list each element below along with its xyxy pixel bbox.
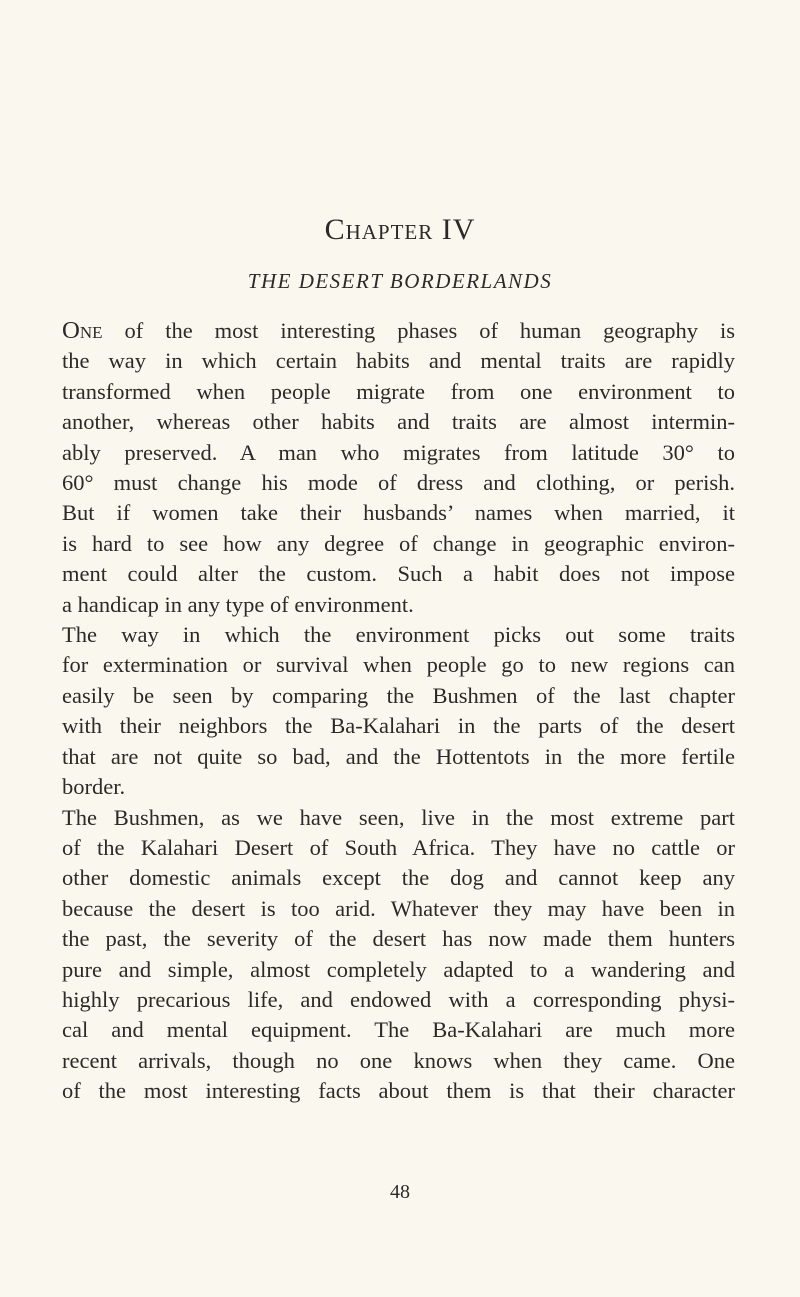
text-line: One of the most interesting phases of human geography is <box>62 317 735 344</box>
paragraph-2 <box>62 620 735 802</box>
text-line: is hard to see how any degree of change in geographic environ- <box>62 530 735 556</box>
text-line: with their neighbors the Ba-Kalahari in the parts of the desert <box>62 713 735 739</box>
text-line: pure and simple, almost completely adapted to a wandering and <box>62 956 735 982</box>
text-line: The way in which the environment picks out some traits <box>62 622 735 648</box>
text-line: ment could alter the custom. Such a habit does not impose <box>62 561 735 587</box>
text-line: that are not quite so bad, and the Hottentots in the more fertile <box>62 743 735 769</box>
text-line: of the Kalahari Desert of South Africa. They have no cattle or <box>62 834 735 860</box>
text-line: cal and mental equipment. The Ba-Kalahari are much more <box>62 1017 735 1043</box>
page-number: 48 <box>390 1181 410 1203</box>
chapter-subtitle: THE DESERT BORDERLANDS <box>247 269 553 293</box>
text-line: for extermination or survival when people go to new regions can <box>62 652 735 678</box>
body-text <box>62 316 735 1107</box>
text-line: transformed when people migrate from one environment to <box>62 378 735 404</box>
paragraph-3 <box>62 803 735 1107</box>
text-line: ably preserved. A man who migrates from latitude 30° to <box>62 439 735 465</box>
text-line: of the most interesting facts about them is that their character <box>62 1078 735 1104</box>
chapter-heading: Chapter IV <box>324 213 476 246</box>
text-line: border. <box>62 774 126 800</box>
text-line: the way in which certain habits and mental traits are rapidly <box>62 348 735 374</box>
text-line: The Bushmen, as we have seen, live in the most extreme part <box>62 804 735 830</box>
text-line: a handicap in any type of environment. <box>62 591 414 617</box>
text-line: because the desert is too arid. Whatever they may have been in <box>62 895 735 921</box>
text-line: other domestic animals except the dog and cannot keep any <box>62 865 735 891</box>
lead-word: One <box>62 317 103 344</box>
text-line: easily be seen by comparing the Bushmen of the last chapter <box>62 682 735 708</box>
text-line: But if women take their husbands’ names when married, it <box>62 500 735 526</box>
text-line: another, whereas other habits and traits are almost intermin- <box>62 409 735 435</box>
paragraph-1 <box>62 316 735 620</box>
text-line: highly precarious life, and endowed with a corresponding physi- <box>62 986 735 1012</box>
text-line: recent arrivals, though no one knows when they came. One <box>62 1047 735 1073</box>
text-line: 60° must change his mode of dress and clothing, or perish. <box>62 470 735 496</box>
text-line: the past, the severity of the desert has now made them hunters <box>62 926 735 952</box>
